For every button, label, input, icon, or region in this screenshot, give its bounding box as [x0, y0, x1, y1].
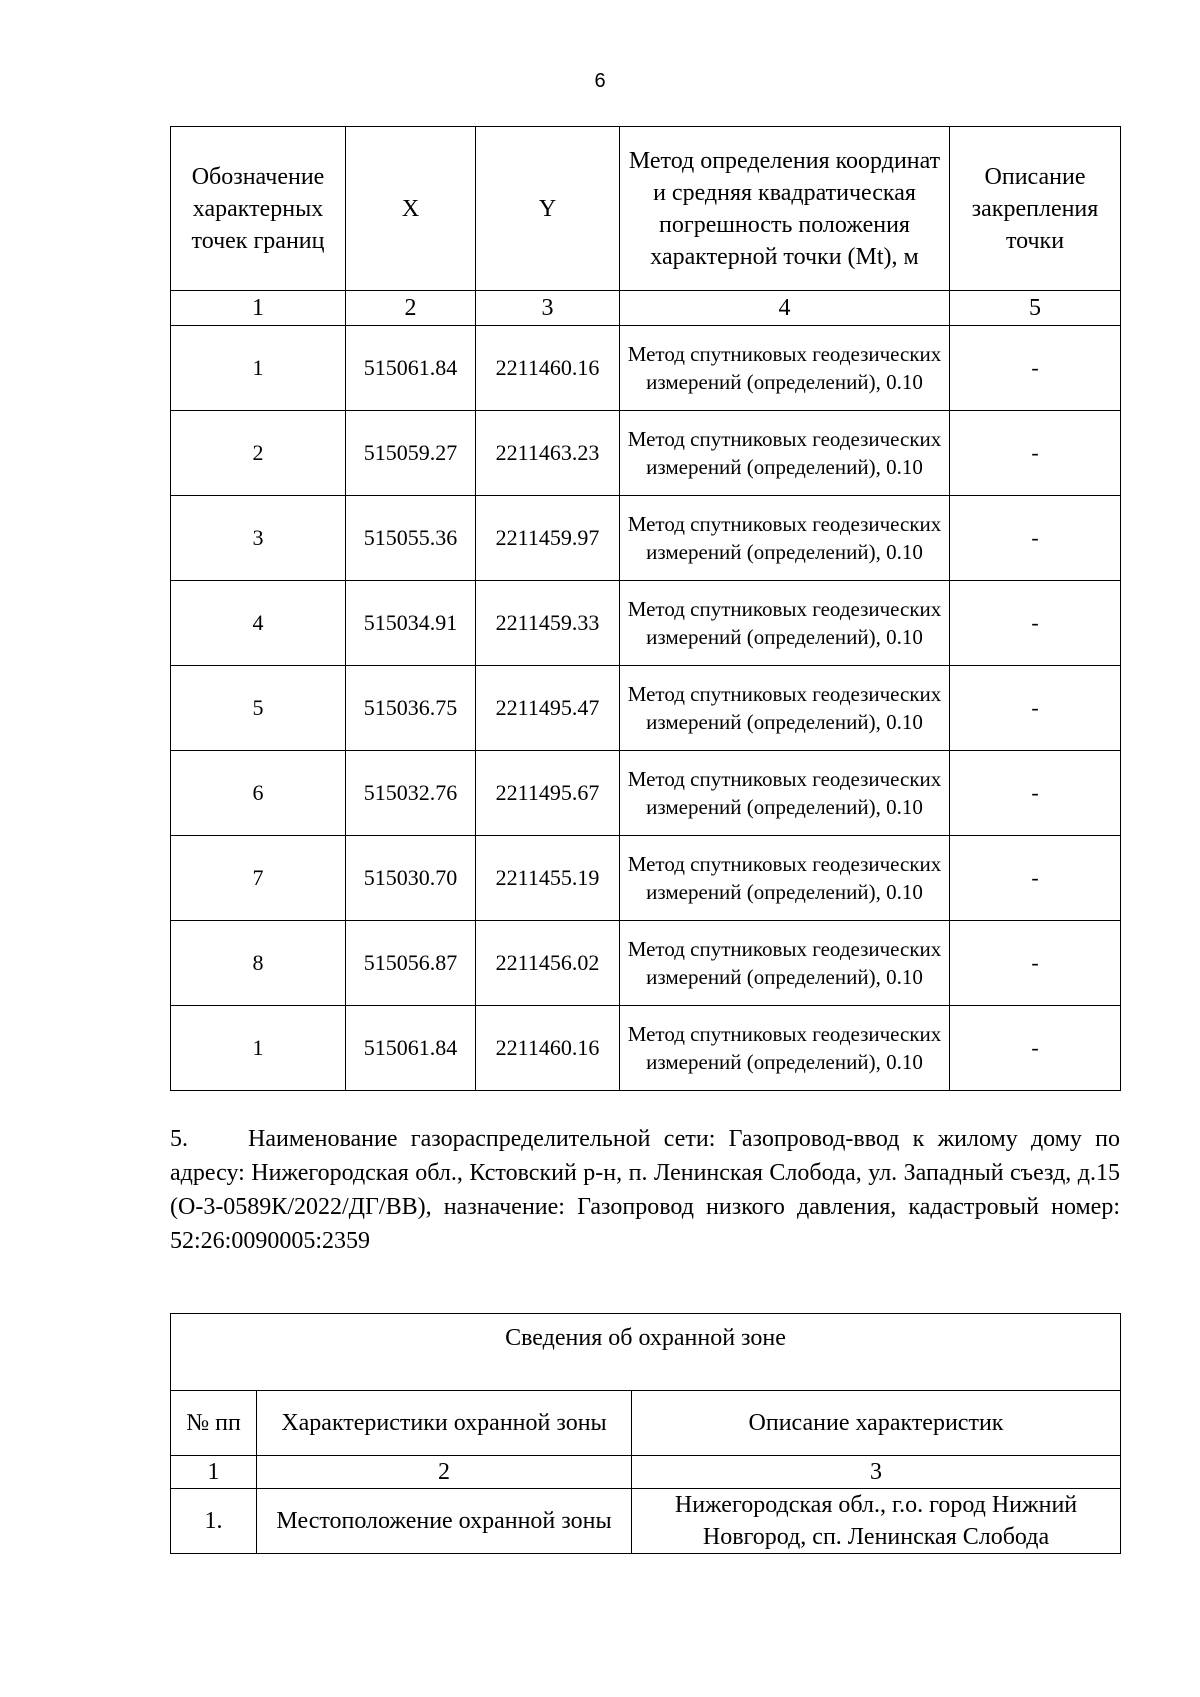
- point-number: 1: [171, 1006, 346, 1091]
- column-number: 2: [257, 1456, 632, 1489]
- coordinate-x: 515036.75: [346, 666, 476, 751]
- fixation-description: -: [950, 326, 1121, 411]
- zone-row-number: 1.: [171, 1489, 257, 1554]
- coordinate-y: 2211495.67: [476, 751, 620, 836]
- zone-title-row: [171, 1314, 1121, 1391]
- header-y: Y: [476, 127, 620, 291]
- coordinate-x: 515032.76: [346, 751, 476, 836]
- method-description: Метод спутниковых геодезических измерений (определений), 0.10: [620, 326, 950, 411]
- coordinate-y: 2211459.33: [476, 581, 620, 666]
- zone-header-characteristic: Характеристики охранной зоны: [257, 1391, 632, 1456]
- coordinate-y: 2211460.16: [476, 326, 620, 411]
- coordinate-x: 515061.84: [346, 326, 476, 411]
- point-number: 2: [171, 411, 346, 496]
- coordinate-x: 515059.27: [346, 411, 476, 496]
- header-x: X: [346, 127, 476, 291]
- table-row: [171, 751, 1121, 836]
- column-number: 1: [171, 291, 346, 326]
- column-number: 4: [620, 291, 950, 326]
- method-description: Метод спутниковых геодезических измерений (определений), 0.10: [620, 751, 950, 836]
- column-number-row: [171, 291, 1121, 326]
- column-number: 2: [346, 291, 476, 326]
- page-number: 6: [594, 70, 606, 92]
- zone-row-description: Нижегородская обл., г.о. город Нижний Новгород, сп. Ленинская Слобода: [632, 1489, 1121, 1554]
- coordinate-y: 2211463.23: [476, 411, 620, 496]
- method-description: Метод спутниковых геодезических измерений (определений), 0.10: [620, 666, 950, 751]
- fixation-description: -: [950, 921, 1121, 1006]
- fixation-description: -: [950, 751, 1121, 836]
- point-number: 7: [171, 836, 346, 921]
- header-method: Метод определения координат и средняя квадратическая погрешность положения характерной точки (Mt), м: [620, 127, 950, 291]
- table-row: [171, 1006, 1121, 1091]
- zone-column-number-row: [171, 1456, 1121, 1489]
- point-number: 8: [171, 921, 346, 1006]
- coordinates-body: [171, 326, 1121, 1091]
- point-number: 6: [171, 751, 346, 836]
- fixation-description: -: [950, 666, 1121, 751]
- coordinate-x: 515055.36: [346, 496, 476, 581]
- column-number: 3: [476, 291, 620, 326]
- coordinate-y: 2211459.97: [476, 496, 620, 581]
- table-row: [171, 836, 1121, 921]
- section-number: 5.: [170, 1126, 188, 1152]
- table-row: [171, 411, 1121, 496]
- zone-header-row: [171, 1391, 1121, 1456]
- method-description: Метод спутниковых геодезических измерений (определений), 0.10: [620, 1006, 950, 1091]
- table-row: [171, 921, 1121, 1006]
- coordinate-x: 515061.84: [346, 1006, 476, 1091]
- fixation-description: -: [950, 836, 1121, 921]
- header-fixation-description: Описание закрепления точки: [950, 127, 1121, 291]
- method-description: Метод спутниковых геодезических измерений (определений), 0.10: [620, 921, 950, 1006]
- protection-zone-table: [170, 1313, 1121, 1554]
- table-row: [171, 496, 1121, 581]
- fixation-description: -: [950, 411, 1121, 496]
- table-row: [171, 581, 1121, 666]
- coordinate-y: 2211495.47: [476, 666, 620, 751]
- fixation-description: -: [950, 496, 1121, 581]
- coordinate-x: 515034.91: [346, 581, 476, 666]
- coordinate-y: 2211456.02: [476, 921, 620, 1006]
- section-gas-network: [170, 1122, 1120, 1258]
- point-number: 3: [171, 496, 346, 581]
- coordinate-x: 515056.87: [346, 921, 476, 1006]
- point-number: 4: [171, 581, 346, 666]
- method-description: Метод спутниковых геодезических измерений (определений), 0.10: [620, 411, 950, 496]
- coordinate-y: 2211460.16: [476, 1006, 620, 1091]
- fixation-description: -: [950, 1006, 1121, 1091]
- zone-table-title: Сведения об охранной зоне: [171, 1314, 1121, 1391]
- zone-header-description: Описание характеристик: [632, 1391, 1121, 1456]
- method-description: Метод спутниковых геодезических измерений (определений), 0.10: [620, 581, 950, 666]
- section-text: Наименование газораспределительной сети: Газопровод-ввод к жилому дому по адресу: Нижегородская обл., Кстовский р-н, п. Ленинская Слобода, ул. Западный съезд, д.15 (О-3-0589К/2022/ДГ/ВВ), назначение: Газопровод низкого давления, кадастровый номер: 52:26:0090005:2359: [170, 1126, 1120, 1254]
- column-number: 1: [171, 1456, 257, 1489]
- zone-row-characteristic: Местоположение охранной зоны: [257, 1489, 632, 1554]
- header-point-designation: Обозначение характерных точек границ: [171, 127, 346, 291]
- column-number: 5: [950, 291, 1121, 326]
- table-row: [171, 666, 1121, 751]
- method-description: Метод спутниковых геодезических измерений (определений), 0.10: [620, 496, 950, 581]
- table-row: [171, 326, 1121, 411]
- method-description: Метод спутниковых геодезических измерений (определений), 0.10: [620, 836, 950, 921]
- fixation-description: -: [950, 581, 1121, 666]
- coordinate-y: 2211455.19: [476, 836, 620, 921]
- coordinates-header-row: [171, 127, 1121, 291]
- column-number: 3: [632, 1456, 1121, 1489]
- coordinates-table: [170, 126, 1121, 1091]
- coordinate-x: 515030.70: [346, 836, 476, 921]
- zone-row: [171, 1489, 1121, 1554]
- point-number: 1: [171, 326, 346, 411]
- point-number: 5: [171, 666, 346, 751]
- zone-header-number: № пп: [171, 1391, 257, 1456]
